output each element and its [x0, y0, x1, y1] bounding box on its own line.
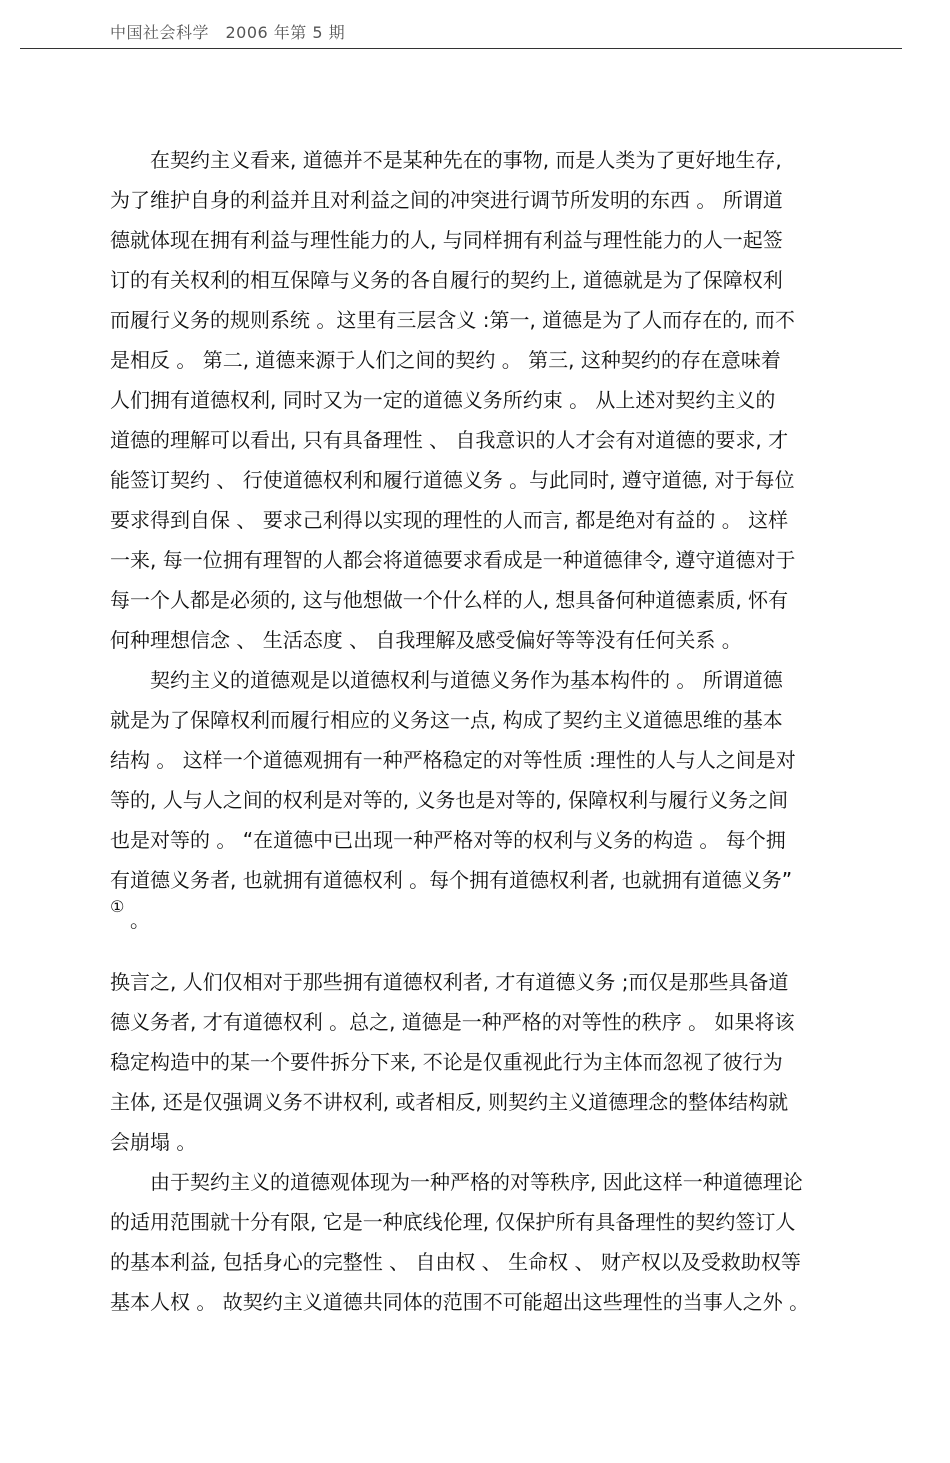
- text-line: 而履行义务的规则系统 。这里有三层含义 :第一, 道德是为了人而存在的, 而不: [110, 308, 795, 332]
- text-line: 有道德义务者, 也就拥有道德权利 。每个拥有道德权利者, 也就拥有道德义务”: [110, 868, 793, 892]
- running-header: 中国社会科学 2006 年第 5 期: [110, 23, 346, 42]
- text-line: 会崩塌 。: [110, 1130, 197, 1154]
- text-line: 就是为了保障权利而履行相应的义务这一点, 构成了契约主义道德思维的基本: [110, 708, 783, 732]
- footnote-marker[interactable]: ①: [110, 897, 125, 916]
- text-line: 基本人权 。 故契约主义道德共同体的范围不可能超出这些理性的当事人之外 。: [110, 1290, 810, 1314]
- text-line: 德就体现在拥有利益与理性能力的人, 与同样拥有利益与理性能力的人一起签: [110, 228, 783, 252]
- footnote-full-stop: 。: [130, 908, 150, 932]
- text-line: 订的有关权利的相互保障与义务的各自履行的契约上, 道德就是为了保障权利: [110, 268, 783, 292]
- text-line: 主体, 还是仅强调义务不讲权利, 或者相反, 则契约主义道德理念的整体结构就: [110, 1090, 789, 1114]
- text-line: 也是对等的 。 “在道德中已出现一种严格对等的权利与义务的构造 。 每个拥: [110, 828, 786, 852]
- text-line: 德义务者, 才有道德权利 。总之, 道德是一种严格的对等性的秩序 。 如果将该: [110, 1010, 795, 1034]
- text-line: 的适用范围就十分有限, 它是一种底线伦理, 仅保护所有具备理性的契约签订人: [110, 1210, 796, 1234]
- text-line: 结构 。 这样一个道德观拥有一种严格稳定的对等性质 :理性的人与人之间是对: [110, 748, 796, 772]
- text-line: 在契约主义看来, 道德并不是某种先在的事物, 而是人类为了更好地生存,: [150, 148, 782, 172]
- text-line: 为了维护自身的利益并且对利益之间的冲突进行调节所发明的东西 。 所谓道: [110, 188, 783, 212]
- paragraph: [110, 665, 855, 967]
- text-line: 的基本利益, 包括身心的完整性 、 自由权 、 生命权 、 财产权以及受救助权等: [110, 1250, 801, 1274]
- text-line: 要求得到自保 、 要求己利得以实现的理性的人而言, 都是绝对有益的 。 这样: [110, 508, 789, 532]
- text-line: 换言之, 人们仅相对于那些拥有道德权利者, 才有道德义务 ;而仅是那些具备道: [110, 970, 789, 994]
- text-line: 是相反 。 第二, 道德来源于人们之间的契约 。 第三, 这种契约的存在意味着: [110, 348, 781, 372]
- paragraph: [110, 1167, 855, 1327]
- text-line: 能签订契约 、 行使道德权利和履行道德义务 。与此同时, 遵守道德, 对于每位: [110, 468, 795, 492]
- text-line: 道德的理解可以看出, 只有具备理性 、 自我意识的人才会有对道德的要求, 才: [110, 428, 789, 452]
- paragraph: [110, 145, 855, 665]
- text-line: 契约主义的道德观是以道德权利与道德义务作为基本构件的 。 所谓道德: [150, 668, 783, 692]
- text-line: 每一个人都是必须的, 这与他想做一个什么样的人, 想具备何种道德素质, 怀有: [110, 588, 789, 612]
- text-line: 等的, 人与人之间的权利是对等的, 义务也是对等的, 保障权利与履行义务之间: [110, 788, 789, 812]
- text-line: 人们拥有道德权利, 同时又为一定的道德义务所约束 。 从上述对契约主义的: [110, 388, 776, 412]
- text-line: 稳定构造中的某一个要件拆分下来, 不论是仅重视此行为主体而忽视了彼行为: [110, 1050, 783, 1074]
- text-line: 一来, 每一位拥有理智的人都会将道德要求看成是一种道德律令, 遵守道德对于: [110, 548, 796, 572]
- paragraph: [110, 967, 855, 1167]
- footnote-reference-line: [110, 897, 855, 967]
- text-line: 由于契约主义的道德观体现为一种严格的对等秩序, 因此这样一种道德理论: [150, 1170, 803, 1194]
- header-rule: [20, 48, 902, 49]
- article-body: [110, 145, 855, 1327]
- text-line: 何种理想信念 、 生活态度 、 自我理解及感受偏好等等没有任何关系 。: [110, 628, 742, 652]
